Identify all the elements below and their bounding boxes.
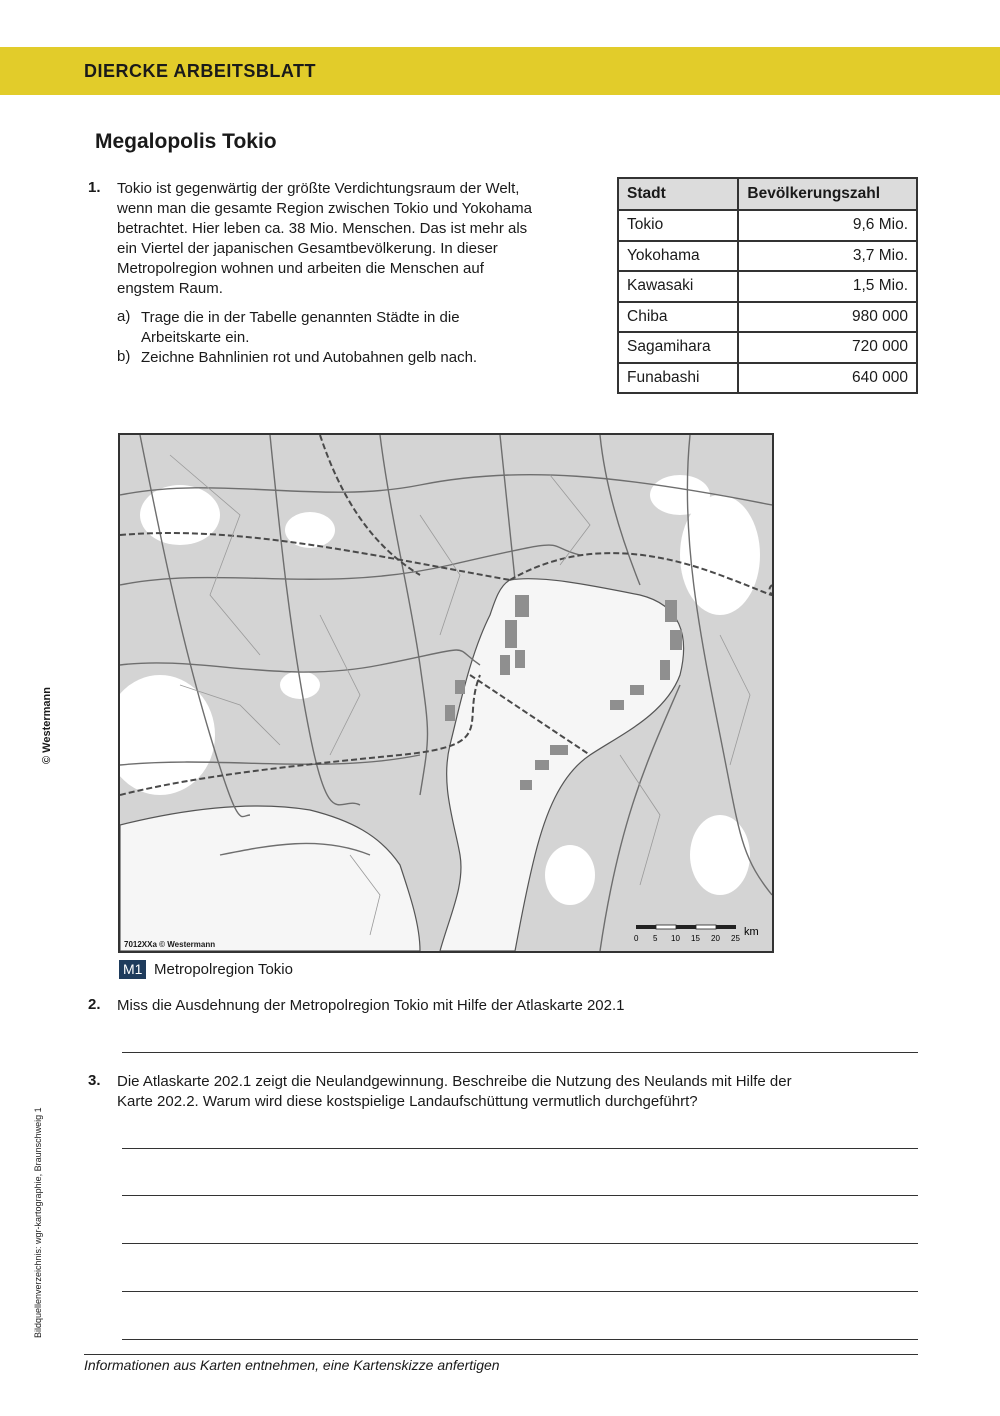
task1-number: 1. [88,179,101,196]
task2-text: Miss die Ausdehnung der Metropolregion Tokio mit Hilfe der Atlaskarte 202.1 [117,997,625,1014]
scale-tick: 25 [731,934,740,943]
table-header-population: Bevölkerungszahl [738,178,917,210]
scale-unit: km [744,926,759,938]
table-row [618,363,917,394]
scale-tick: 15 [691,934,700,943]
table-row [618,210,917,241]
task1a-text [141,308,460,348]
population-cell: 3,7 Mio. [738,241,917,272]
city-cell: Chiba [618,302,738,333]
city-cell: Yokohama [618,241,738,272]
task3-text [117,1072,792,1112]
task1a-line: Trage die in der Tabelle genannten Städte in die [141,309,460,326]
scale-tick: 20 [711,934,720,943]
task1b-label: b) [117,348,131,365]
table-header-row [618,178,917,210]
page-title: Megalopolis Tokio [95,130,277,153]
table-row [618,332,917,363]
city-cell: Tokio [618,210,738,241]
task1-line: wenn man die gesamte Region zwischen Tokio und Yokohama [117,200,532,217]
population-cell: 720 000 [738,332,917,363]
map-credit: 7012XXa © Westermann [124,940,216,949]
population-cell: 640 000 [738,363,917,394]
population-table [617,177,918,394]
population-cell: 1,5 Mio. [738,271,917,302]
city-cell: Sagamihara [618,332,738,363]
map-caption: Metropolregion Tokio [154,961,293,978]
task1a-label: a) [117,308,131,325]
answer-line[interactable] [122,1052,918,1053]
scale-bar-graphic [634,923,764,945]
task1-line: Metropolregion wohnen und arbeiten die Menschen auf [117,260,484,277]
scale-tick: 5 [653,934,658,943]
task1-line: engstem Raum. [117,280,223,297]
population-cell: 980 000 [738,302,917,333]
task3-line: Karte 202.2. Warum wird diese kostspielige Landaufschüttung vermutlich durchgeführt? [117,1093,698,1110]
answer-line[interactable] [122,1339,918,1340]
task1b-text: Zeichne Bahnlinien rot und Autobahnen gelb nach. [141,349,478,366]
task1-text [117,179,532,299]
table-header-city: Stadt [618,178,738,210]
task1a-line: Arbeitskarte ein. [141,329,250,346]
answer-line[interactable] [122,1243,918,1244]
task3-line: Die Atlaskarte 202.1 zeigt die Neulandgewinnung. Beschreibe die Nutzung des Neulands mit Hilfe der [117,1073,792,1090]
city-cell: Funabashi [618,363,738,394]
answer-line[interactable] [122,1291,918,1292]
table-row [618,302,917,333]
scale-tick: 10 [671,934,680,943]
footer-text: Informationen aus Karten entnehmen, eine Kartenskizze anfertigen [84,1357,500,1373]
task1-line: ein Viertel der japanischen Gesamtbevölkerung. In dieser [117,240,498,257]
task2-number: 2. [88,996,101,1013]
map-scale-bar [634,923,764,945]
map-drawing [120,435,772,951]
answer-line[interactable] [122,1195,918,1196]
header-title: DIERCKE ARBEITSBLATT [84,61,316,81]
population-cell: 9,6 Mio. [738,210,917,241]
answer-line[interactable] [122,1148,918,1149]
map-caption-badge: M1 [119,960,146,979]
footer-rule [84,1354,918,1355]
city-cell: Kawasaki [618,271,738,302]
scale-tick: 0 [634,934,639,943]
side-copyright: © Westermann [41,687,53,764]
table-row [618,241,917,272]
tokyo-bay-map [118,433,774,953]
side-source-credit: Bildquellenverzeichnis: wgr-kartographie, Braunschweig 1 [33,1107,43,1338]
task1-line: Tokio ist gegenwärtig der größte Verdichtungsraum der Welt, [117,180,520,197]
task3-number: 3. [88,1072,101,1089]
table-row [618,271,917,302]
task1-line: betrachtet. Hier leben ca. 38 Mio. Menschen. Das ist mehr als [117,220,528,237]
